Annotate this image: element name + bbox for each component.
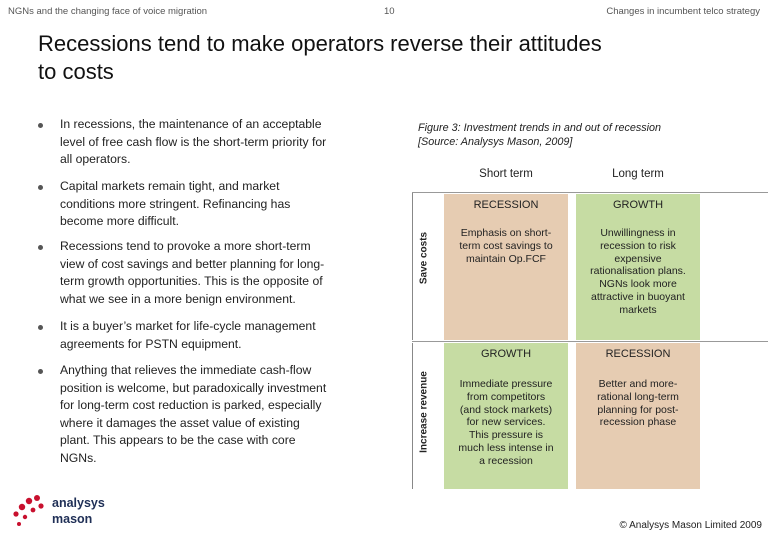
header-doc-title: NGNs and the changing face of voice migration [8, 6, 208, 17]
bullet-line: plant. This appears to be the case with core [60, 433, 296, 447]
bullet-line: for long-term cost reduction is parked, especially [60, 398, 322, 412]
cell-line: for new services. [466, 416, 546, 429]
cell-line: a recession [479, 454, 533, 467]
cell-line: Unwillingness in [600, 227, 676, 239]
bullet-item [38, 362, 368, 467]
logo-text-line-1: analysys [52, 496, 105, 510]
bullet-text [60, 362, 368, 467]
figure-caption-source: [Source: Analysys Mason, 2009] [418, 136, 573, 148]
cell-line: term cost savings to [459, 239, 553, 252]
logo-dots-icon [10, 492, 50, 532]
cell-line: Emphasis on short- [460, 227, 552, 239]
page-title [38, 30, 738, 86]
bullet-icon [38, 123, 43, 128]
cell-increase-revenue-short-term [444, 343, 568, 489]
cell-line: Better and more- [598, 378, 678, 390]
bullet-line: view of cost savings and better planning for long- [60, 256, 325, 271]
cell-title: RECESSION [605, 348, 671, 360]
cell-title: GROWTH [480, 348, 532, 360]
bullet-line: Capital markets remain tight, and market [60, 179, 280, 193]
table-divider [412, 341, 768, 342]
cell-title: GROWTH [612, 199, 664, 211]
cell-body [450, 227, 562, 265]
bullet-icon [38, 245, 43, 250]
page-title-line-1: Recessions tend to make operators reverse their attitudes [38, 31, 602, 56]
cell-body [582, 227, 694, 317]
bullet-line: It is a buyer’s market for life-cycle management [60, 319, 316, 333]
column-header-short-term: Short term [479, 168, 533, 180]
bullet-line: where it damages the asset value of existing [60, 415, 300, 430]
analysys-mason-logo [10, 492, 130, 532]
header-section-title: Changes in incumbent telco strategy [606, 6, 760, 17]
cell-save-costs-short-term [444, 194, 568, 340]
axis-line-increase-revenue [412, 343, 413, 489]
bullet-line: NGNs. [60, 450, 97, 465]
cell-line: attractive in buoyant [591, 290, 685, 303]
bullet-line: become more difficult. [60, 214, 179, 228]
bullet-icon [38, 185, 43, 190]
figure-caption [418, 121, 738, 149]
cell-body [450, 378, 562, 468]
cell-line: Immediate pressure [459, 378, 553, 390]
logo-text-line-2: mason [52, 512, 93, 526]
cell-line: This pressure is [468, 429, 544, 442]
bullet-text [60, 318, 368, 353]
bullet-item [38, 116, 368, 169]
cell-line: recession phase [599, 416, 677, 429]
bullet-line: conditions more stringent. Refinancing has [60, 196, 291, 211]
row-label-increase-revenue: Increase revenue [418, 371, 430, 453]
cell-line: markets [619, 303, 657, 316]
axis-line-save-costs [412, 192, 413, 340]
bullet-line: Recessions tend to provoke a more short-term [60, 239, 311, 253]
bullet-item [38, 318, 368, 353]
bullet-item [38, 178, 368, 231]
bullet-text [60, 178, 368, 231]
bullet-line: term growth opportunities. This is the opposite of [60, 274, 323, 288]
page-number: 10 [384, 6, 395, 17]
bullet-line: position is welcome, but paradoxically investment [60, 380, 327, 395]
cell-line: planning for post- [597, 403, 679, 416]
cell-line: from competitors [466, 390, 546, 403]
figure-caption-title: Figure 3: Investment trends in and out of recession [418, 122, 662, 134]
cell-line: much less intense in [458, 441, 554, 454]
row-label-save-costs: Save costs [418, 231, 430, 285]
bullet-line: level of free cash flow is the short-term priority for [60, 134, 327, 149]
cell-line: maintain Op.FCF [466, 252, 546, 265]
cell-title: RECESSION [473, 199, 539, 211]
page-title-line-2: to costs [38, 59, 114, 84]
bullet-line: what we see in a more benign environment. [60, 291, 296, 306]
cell-line: rational long-term [597, 390, 679, 403]
cell-line: rationalisation plans. [590, 265, 686, 278]
cell-line: NGNs look more [599, 278, 677, 291]
cell-save-costs-long-term [576, 194, 700, 340]
cell-body [582, 378, 694, 429]
bullet-line: agreements for PSTN equipment. [60, 336, 242, 351]
cell-increase-revenue-long-term [576, 343, 700, 489]
bullet-icon [38, 369, 43, 374]
bullet-line: all operators. [60, 152, 131, 166]
bullet-text [60, 238, 368, 308]
column-header-long-term: Long term [612, 168, 664, 180]
cell-line: expensive [614, 252, 662, 265]
copyright-notice: © Analysys Mason Limited 2009 [619, 520, 762, 531]
bullet-text [60, 116, 368, 169]
bullet-line: Anything that relieves the immediate cash-flow [60, 363, 312, 377]
bullet-item [38, 238, 368, 308]
bullet-icon [38, 325, 43, 330]
cell-line: recession to risk [600, 239, 676, 252]
cell-line: (and stock markets) [459, 403, 553, 416]
bullet-line: In recessions, the maintenance of an acceptable [60, 117, 322, 131]
table-divider [412, 192, 768, 193]
